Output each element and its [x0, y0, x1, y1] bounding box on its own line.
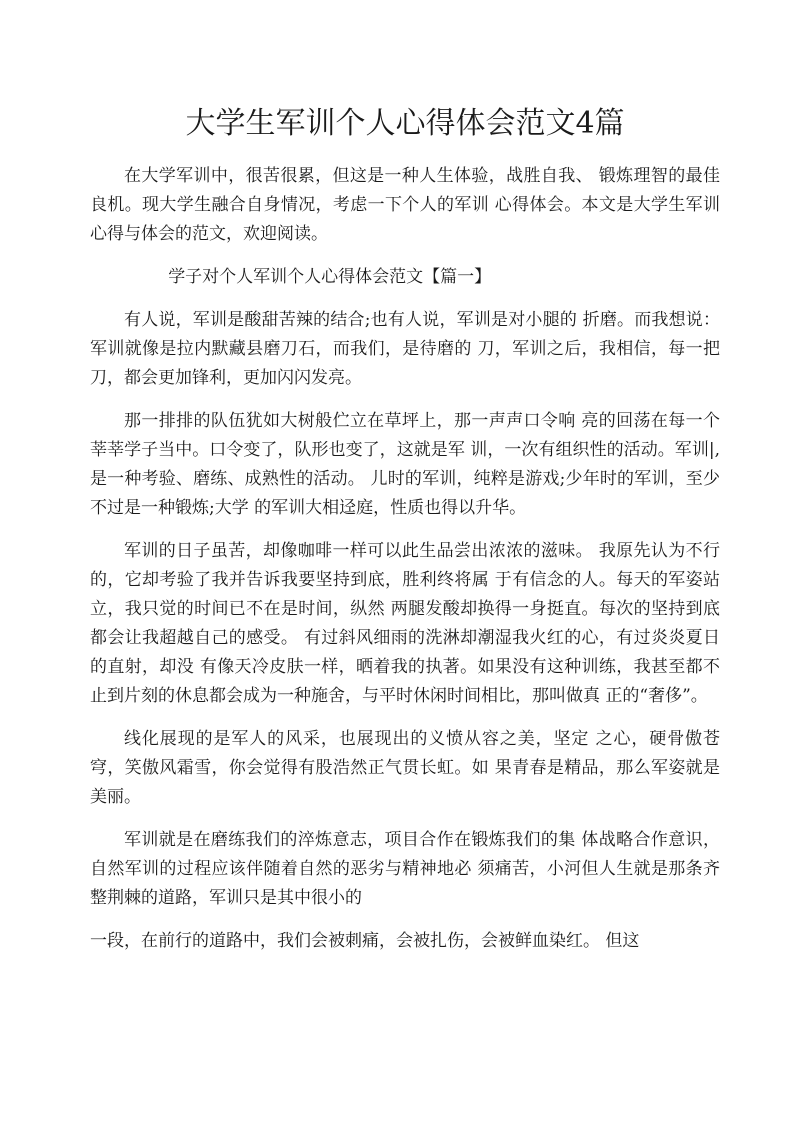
- body-paragraph: 线化展现的是军人的风采，也展现出的义愤从容之美，坚定 之心，硬骨傲苍穹，笑傲风霜雪，你会觉得有股浩然正气贯长虹。如 果青春是精品，那么军姿就是美丽。: [90, 729, 720, 807]
- section-heading: 学子对个人军训个人心得体会范文【篇一】: [168, 267, 492, 287]
- intro-paragraph: 在大学军训中，很苦很累，但这是一种人生体验，战胜自我、 锻炼理智的最佳良机。现大学生融合自身情况，考虑一下个人的军训 心得体会。本文是大学生军训心得与体会的范文，欢迎阅读。: [90, 166, 720, 244]
- body-paragraph: 军训的日子虽苦，却像咖啡一样可以此生品尝出浓浓的滋味。 我原先认为不行的，它却考验了我并告诉我要坚持到底，胜利终将属 于有信念的人。每天的军姿站立，我只觉的时间已不在是时间，纵然 两腿发酸却换得一身挺直。每次的坚持到底都会让我超越自己的感受。 有过斜风细雨的洗淋却潮湿我火红的心，有过炎炎夏日的直射，却没 有像天冷皮肤一样，晒着我的执著。如果没有这种训练，我甚至都不 止到片刻的休息都会成为一种施舍，与平时休闲时间相比，那叫做真 正的“奢侈”。: [90, 541, 720, 706]
- continued-paragraph: 一段，在前行的道路中，我们会被刺痛，会被扎伤，会被鲜血染红。 但这: [90, 931, 640, 951]
- body-paragraph: 那一排排的队伍犹如大树般伫立在草坪上，那一声声口令响 亮的回荡在每一个莘莘学子当中。口令变了，队形也变了，这就是军 训，一次有组织性的活动。军训|,是一种考验、磨练、成熟性的活动。 儿时的军训，纯粹是游戏;少年时的军训，至少不过是一种锻炼;大学 的军训大相迳庭，性质也得以升华。: [90, 411, 720, 518]
- document-title: 大学生军训个人心得体会范文4篇: [185, 106, 625, 141]
- body-paragraph: 军训就是在磨练我们的淬炼意志，项目合作在锻炼我们的集 体战略合作意识，自然军训的过程应该伴随着自然的恶劣与精神地必 须痛苦，小河但人生就是那条齐整荆棘的道路，军训只是其中很小的: [90, 830, 720, 908]
- body-paragraph: 有人说，军训是酸甜苦辣的结合;也有人说，军训是对小腿的 折磨。而我想说：军训就像是拉内默藏县磨刀石，而我们，是待磨的 刀，军训之后，我相信，每一把刀，都会更加锋利，更加闪闪发亮。: [90, 310, 720, 388]
- document-body: [90, 162, 720, 970]
